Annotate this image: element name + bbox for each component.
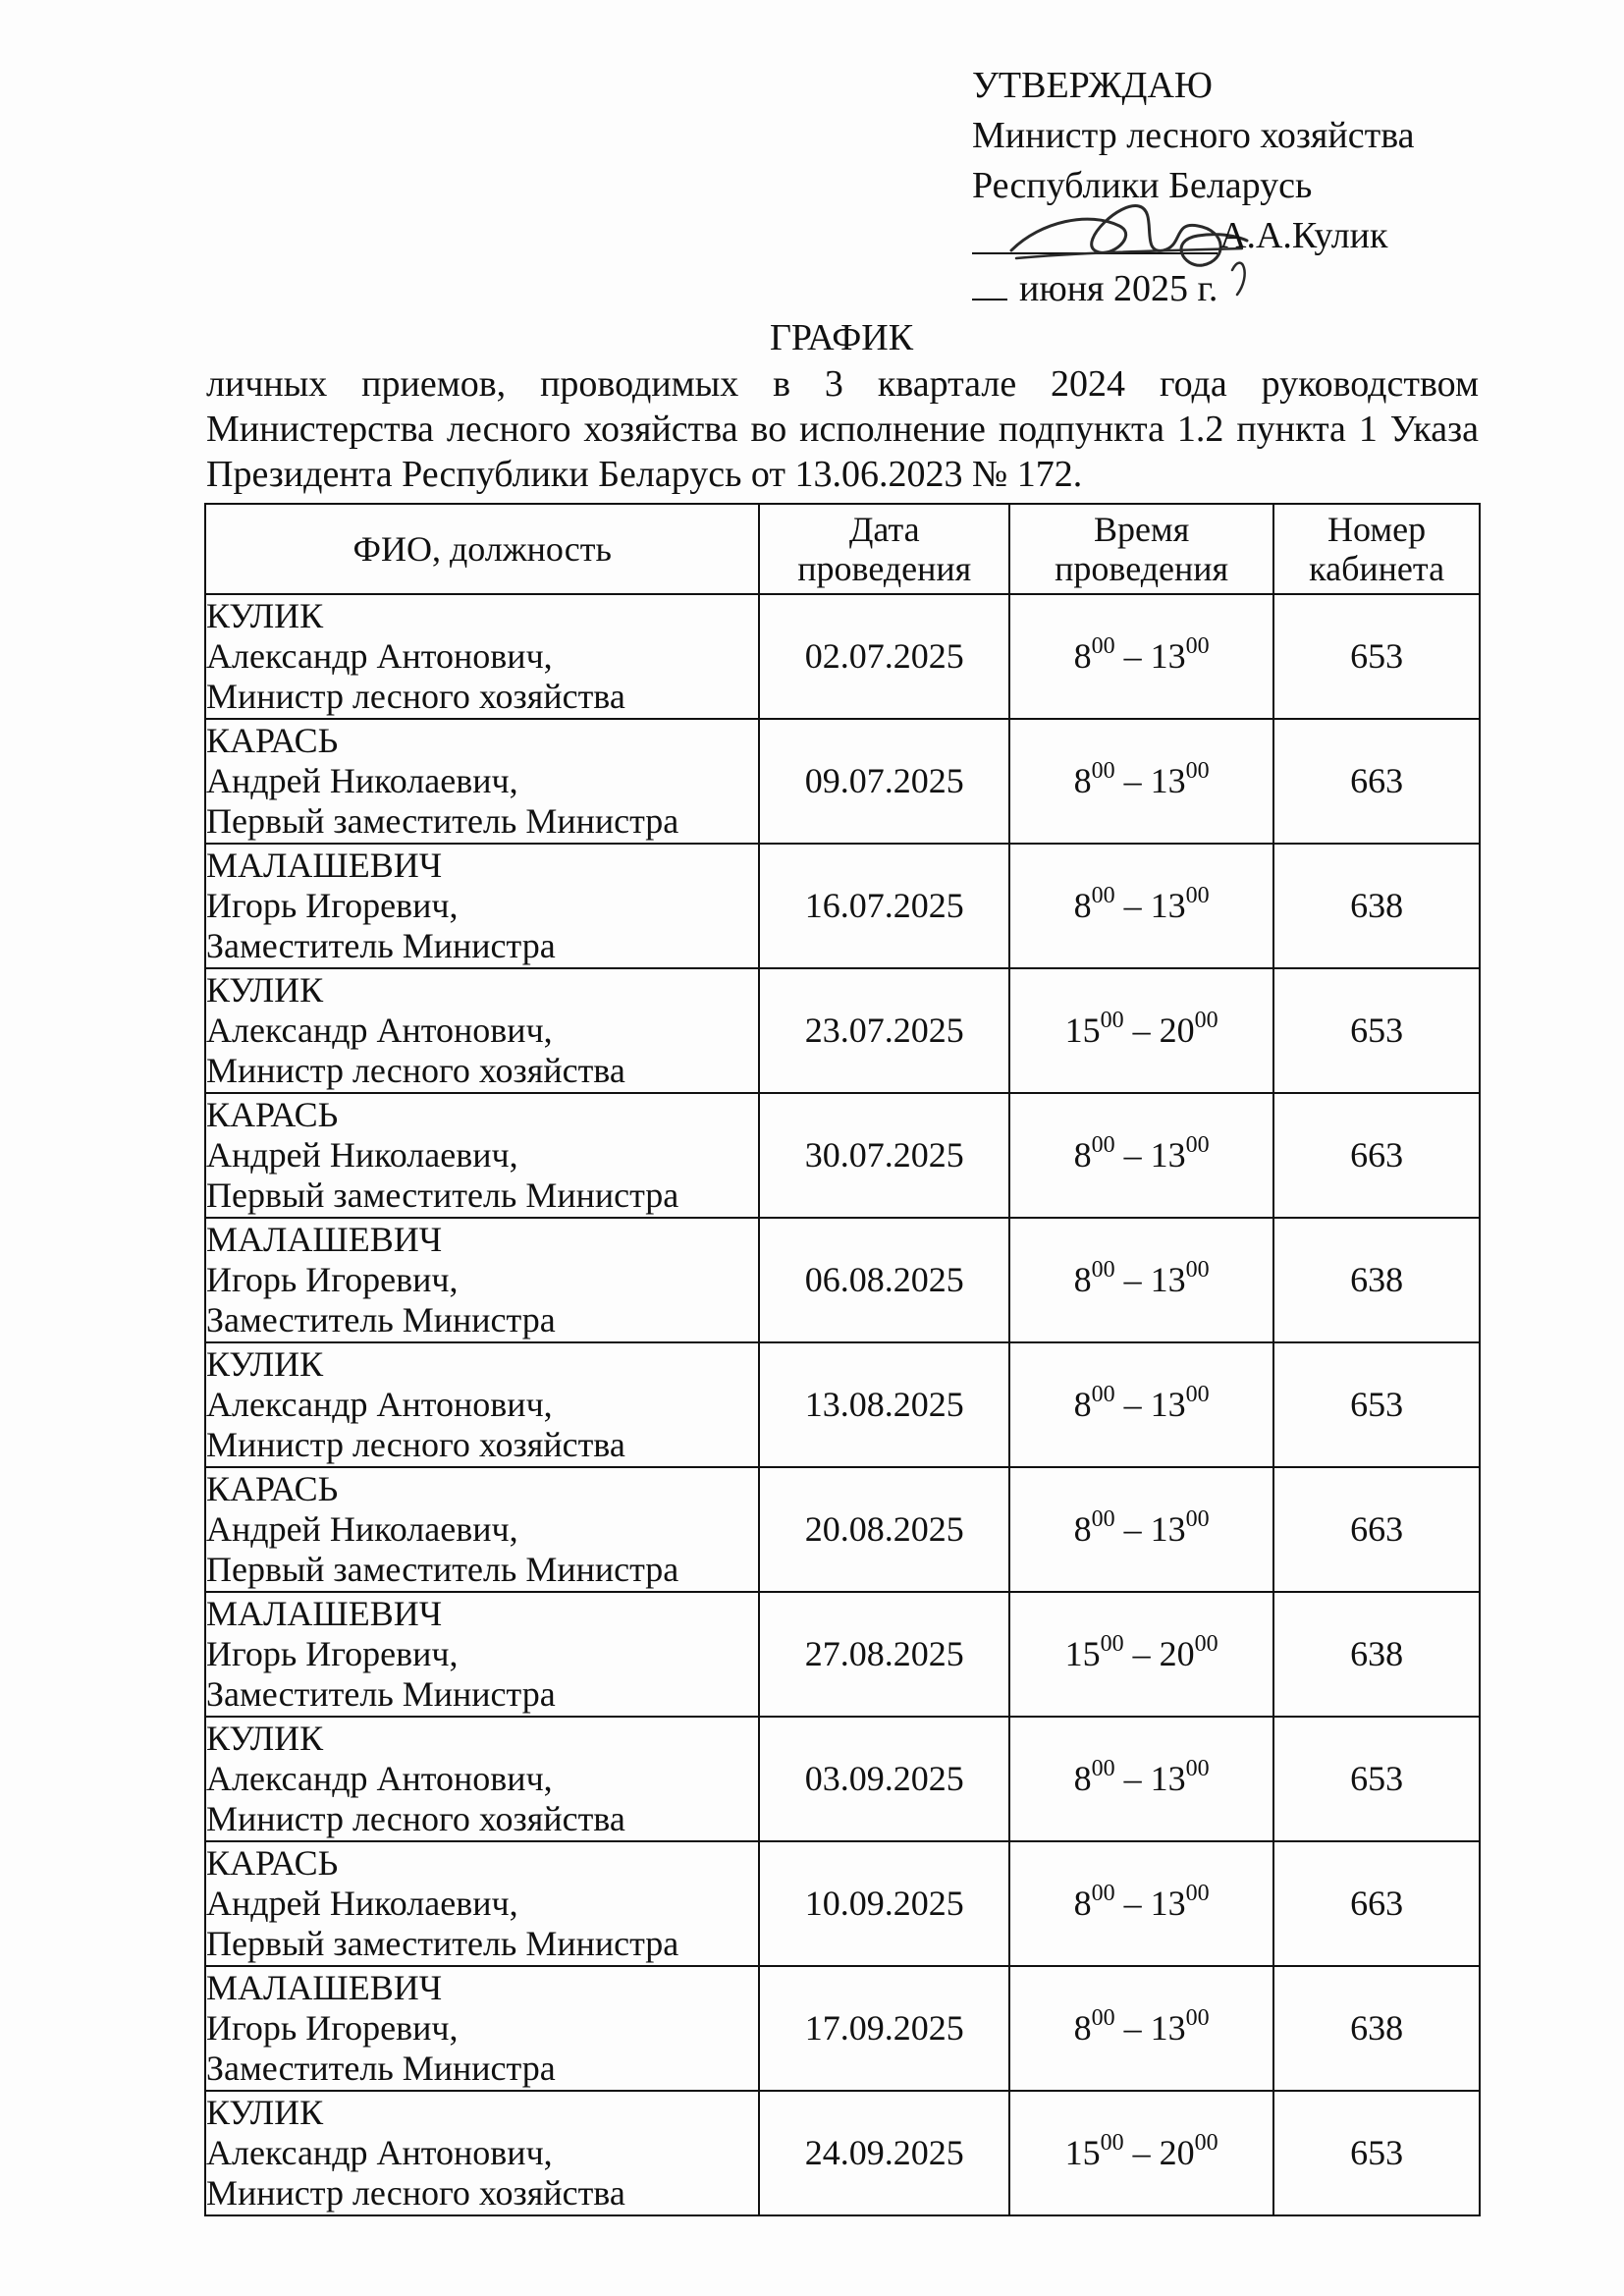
date-cell: 23.07.2025	[759, 968, 1009, 1093]
fio-cell	[205, 1093, 759, 1218]
row-position: Первый заместитель Министра	[206, 1175, 679, 1215]
fio-cell	[205, 1467, 759, 1592]
row-position: Заместитель Министра	[206, 1674, 556, 1714]
document-title: ГРАФИК	[769, 317, 914, 358]
room-cell: 653	[1273, 1342, 1480, 1467]
row-position: Заместитель Министра	[206, 926, 556, 965]
header-room	[1273, 504, 1480, 594]
table-row	[205, 1717, 1480, 1841]
row-position: Министр лесного хозяйства	[206, 677, 625, 716]
table-row	[205, 1467, 1480, 1592]
handwritten-signature	[1001, 182, 1257, 300]
fio-cell	[205, 1592, 759, 1717]
room-cell: 663	[1273, 719, 1480, 844]
fio-cell	[205, 594, 759, 719]
table-row	[205, 1218, 1480, 1342]
approval-position-line1: Министр лесного хозяйства	[972, 115, 1415, 156]
time-cell: $8^{00} - 13^{00}$	[1009, 1342, 1273, 1467]
row-surname: МАЛАШЕВИЧ	[206, 1594, 443, 1633]
room-cell: 663	[1273, 1093, 1480, 1218]
header-room-line1: Номер	[1327, 510, 1427, 549]
row-surname: КУЛИК	[206, 2093, 324, 2132]
fio-cell	[205, 2091, 759, 2215]
row-name: Андрей Николаевич,	[206, 1509, 518, 1549]
row-name: Александр Антонович,	[206, 636, 553, 676]
date-cell: 03.09.2025	[759, 1717, 1009, 1841]
date-cell: 10.09.2025	[759, 1841, 1009, 1966]
row-surname: МАЛАШЕВИЧ	[206, 1220, 443, 1259]
row-position: Первый заместитель Министра	[206, 1550, 679, 1589]
date-cell: 09.07.2025	[759, 719, 1009, 844]
header-date-line2: проведения	[797, 549, 972, 588]
approval-date-text: июня 2025 г.	[1019, 268, 1218, 309]
table-row	[205, 1342, 1480, 1467]
time-cell: $8^{00} - 13^{00}$	[1009, 1841, 1273, 1966]
table-row	[205, 1093, 1480, 1218]
signature-line	[972, 211, 1483, 261]
time-cell: $15^{00} - 20^{00}$	[1009, 2091, 1273, 2215]
time-cell: $8^{00} - 13^{00}$	[1009, 719, 1273, 844]
row-position: Министр лесного хозяйства	[206, 2173, 625, 2213]
row-name: Александр Антонович,	[206, 1385, 553, 1424]
room-cell: 653	[1273, 2091, 1480, 2215]
row-name: Александр Антонович,	[206, 1759, 553, 1798]
row-name: Александр Антонович,	[206, 1011, 553, 1050]
row-name: Игорь Игоревич,	[206, 2008, 459, 2048]
table-row	[205, 1841, 1480, 1966]
time-cell: $8^{00} - 13^{00}$	[1009, 594, 1273, 719]
row-surname: КАРАСЬ	[206, 721, 339, 760]
row-surname: МАЛАШЕВИЧ	[206, 1968, 443, 2007]
table-row	[205, 1966, 1480, 2091]
table-row	[205, 719, 1480, 844]
table-row	[205, 844, 1480, 968]
fio-cell	[205, 968, 759, 1093]
date-cell: 27.08.2025	[759, 1592, 1009, 1717]
room-cell: 653	[1273, 1717, 1480, 1841]
table-header-row	[205, 504, 1480, 594]
header-time-line1: Время	[1093, 510, 1190, 549]
row-name: Андрей Николаевич,	[206, 1884, 518, 1923]
header-date	[759, 504, 1009, 594]
room-cell: 638	[1273, 844, 1480, 968]
room-cell: 638	[1273, 1966, 1480, 2091]
fio-cell	[205, 719, 759, 844]
header-time	[1009, 504, 1273, 594]
time-cell: $8^{00} - 13^{00}$	[1009, 1717, 1273, 1841]
table-row	[205, 968, 1480, 1093]
approval-heading: УТВЕРЖДАЮ	[972, 65, 1213, 106]
row-surname: КАРАСЬ	[206, 1095, 339, 1134]
date-cell: 24.09.2025	[759, 2091, 1009, 2215]
row-position: Министр лесного хозяйства	[206, 1051, 625, 1090]
row-position: Первый заместитель Министра	[206, 1924, 679, 1963]
row-name: Игорь Игоревич,	[206, 1260, 459, 1299]
signer-name: А.А.Кулик	[1219, 215, 1388, 256]
row-name: Андрей Николаевич,	[206, 1135, 518, 1175]
time-cell: $8^{00} - 13^{00}$	[1009, 1093, 1273, 1218]
date-cell: 06.08.2025	[759, 1218, 1009, 1342]
date-cell: 13.08.2025	[759, 1342, 1009, 1467]
time-cell: $8^{00} - 13^{00}$	[1009, 1966, 1273, 2091]
fio-cell	[205, 1841, 759, 1966]
header-date-line1: Дата	[848, 510, 920, 549]
date-cell: 02.07.2025	[759, 594, 1009, 719]
room-cell: 653	[1273, 968, 1480, 1093]
schedule-table	[204, 503, 1481, 2216]
fio-cell	[205, 1218, 759, 1342]
row-surname: КУЛИК	[206, 1719, 324, 1758]
row-name: Андрей Николаевич,	[206, 761, 518, 800]
approval-position-line2: Республики Беларусь	[972, 165, 1313, 206]
time-cell: $15^{00} - 20^{00}$	[1009, 968, 1273, 1093]
time-cell: $8^{00} - 13^{00}$	[1009, 1467, 1273, 1592]
row-position: Министр лесного хозяйства	[206, 1425, 625, 1464]
row-position: Министр лесного хозяйства	[206, 1799, 625, 1838]
row-position: Первый заместитель Министра	[206, 801, 679, 841]
approval-block	[972, 61, 1483, 314]
time-cell: $15^{00} - 20^{00}$	[1009, 1592, 1273, 1717]
fio-cell	[205, 1342, 759, 1467]
table-row	[205, 594, 1480, 719]
fio-cell	[205, 844, 759, 968]
row-surname: КУЛИК	[206, 1344, 324, 1384]
row-surname: КУЛИК	[206, 970, 324, 1010]
document-subtitle: личных приемов, проводимых в 3 квартале 2024 года руководством Министерства лесного хозяйства во исполнение подпункта 1.2 пункта 1 Указа Президента Республики Беларусь от 13.06.2023 № 172.	[206, 363, 1479, 495]
row-surname: КАРАСЬ	[206, 1469, 339, 1508]
time-cell: $8^{00} - 13^{00}$	[1009, 844, 1273, 968]
row-name: Игорь Игоревич,	[206, 1634, 459, 1673]
time-cell: $8^{00} - 13^{00}$	[1009, 1218, 1273, 1342]
room-cell: 638	[1273, 1592, 1480, 1717]
row-name: Игорь Игоревич,	[206, 886, 459, 925]
date-cell: 16.07.2025	[759, 844, 1009, 968]
room-cell: 638	[1273, 1218, 1480, 1342]
date-cell: 17.09.2025	[759, 1966, 1009, 2091]
row-surname: МАЛАШЕВИЧ	[206, 846, 443, 885]
row-name: Александр Антонович,	[206, 2133, 553, 2172]
row-surname: КУЛИК	[206, 596, 324, 635]
header-time-line2: проведения	[1055, 549, 1229, 588]
room-cell: 663	[1273, 1467, 1480, 1592]
row-surname: КАРАСЬ	[206, 1843, 339, 1883]
room-cell: 653	[1273, 594, 1480, 719]
table-row	[205, 2091, 1480, 2215]
row-position: Заместитель Министра	[206, 2049, 556, 2088]
table-row	[205, 1592, 1480, 1717]
header-room-line2: кабинета	[1309, 549, 1445, 588]
date-cell: 20.08.2025	[759, 1467, 1009, 1592]
fio-cell	[205, 1717, 759, 1841]
date-cell: 30.07.2025	[759, 1093, 1009, 1218]
row-position: Заместитель Министра	[206, 1300, 556, 1339]
header-fio: ФИО, должность	[205, 504, 759, 594]
room-cell: 663	[1273, 1841, 1480, 1966]
fio-cell	[205, 1966, 759, 2091]
